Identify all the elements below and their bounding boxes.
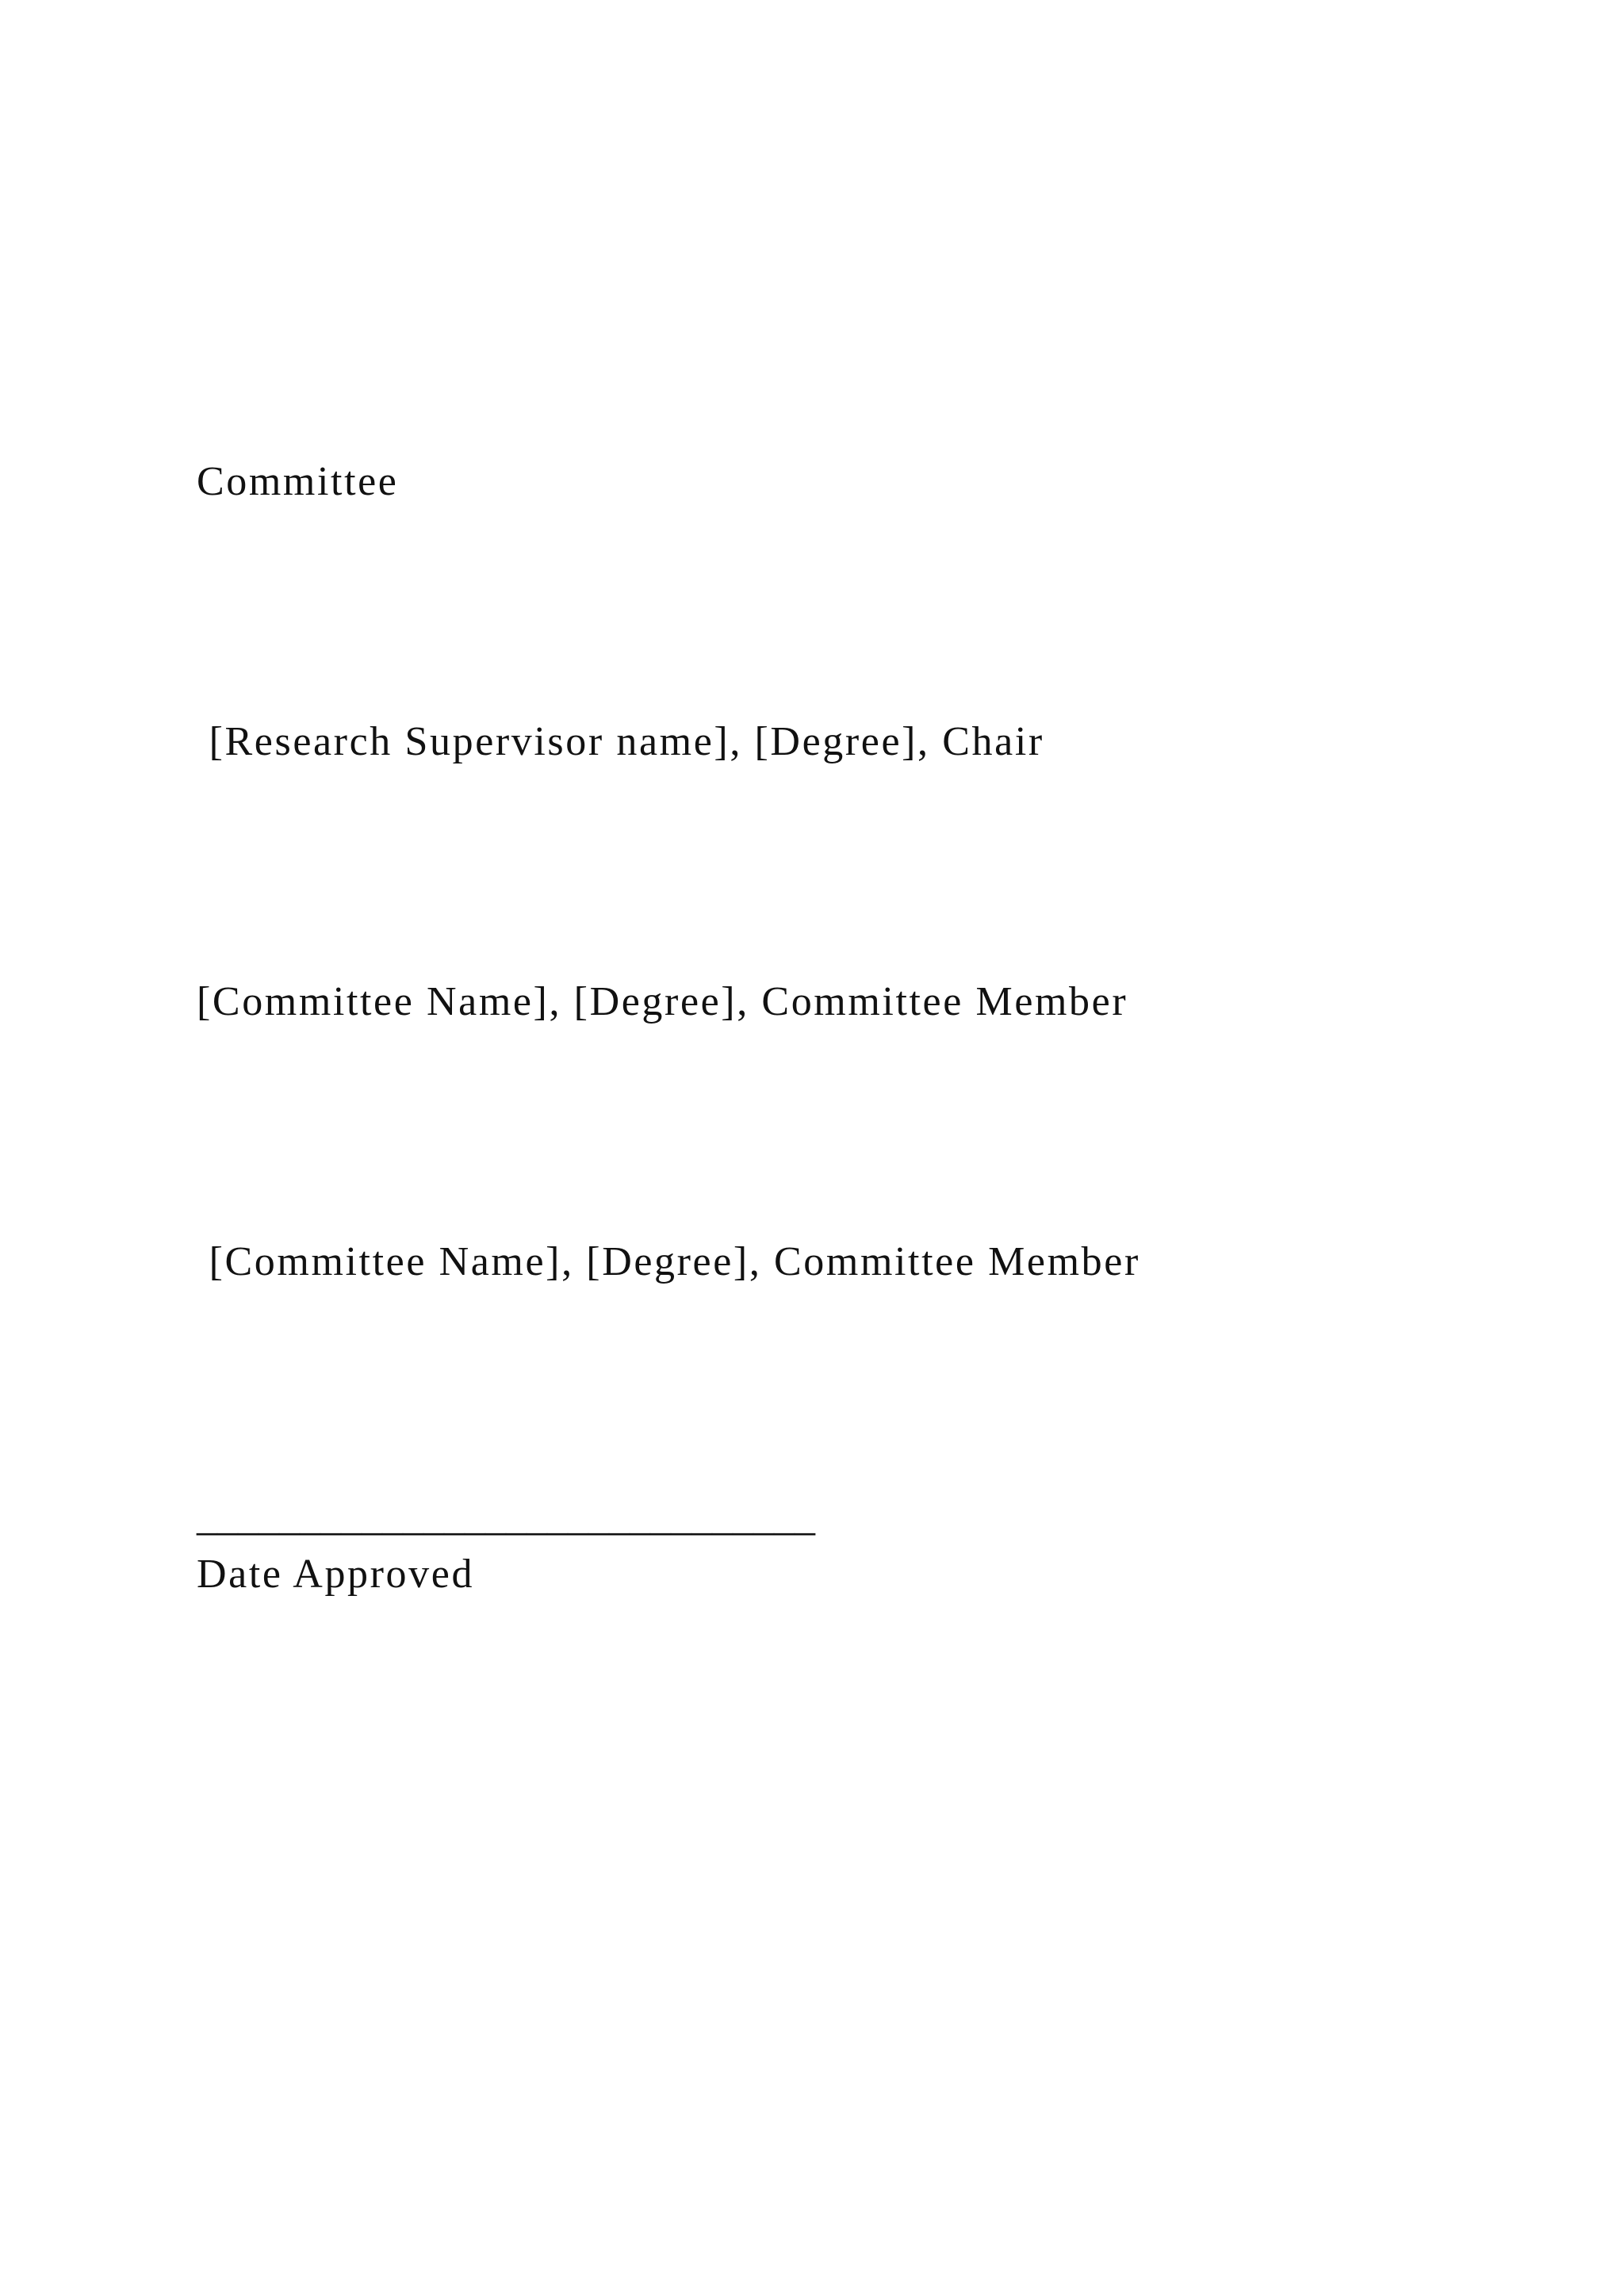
- date-approved-label: Date Approved: [197, 1552, 475, 1597]
- chair-line: [Research Supervisor name], [Degree], Chair: [197, 719, 1044, 764]
- committee-member-line-2: [Committee Name], [Degree], Committee Member: [197, 1239, 1140, 1284]
- committee-member-line-1: [Committee Name], [Degree], Committee Member: [197, 979, 1128, 1024]
- signature-rule: ______________________________: [197, 1494, 815, 1540]
- committee-heading: Committee: [197, 459, 399, 504]
